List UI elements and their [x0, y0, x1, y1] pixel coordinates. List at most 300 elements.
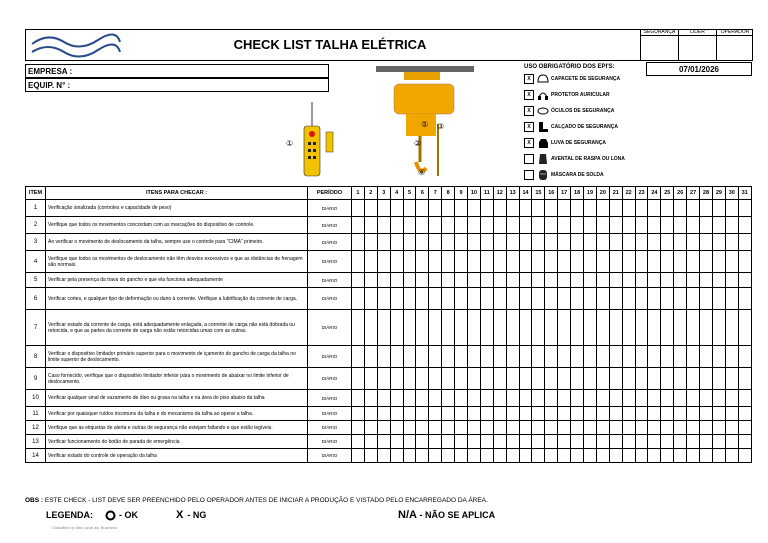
- day-check-cell[interactable]: [622, 288, 635, 310]
- day-check-cell[interactable]: [596, 421, 609, 435]
- day-check-cell[interactable]: [480, 421, 493, 435]
- day-check-cell[interactable]: [584, 368, 597, 390]
- day-check-cell[interactable]: [700, 200, 713, 217]
- day-check-cell[interactable]: [712, 234, 725, 251]
- day-check-cell[interactable]: [480, 251, 493, 273]
- day-check-cell[interactable]: [468, 200, 481, 217]
- day-check-cell[interactable]: [519, 390, 532, 407]
- day-check-cell[interactable]: [364, 421, 377, 435]
- day-check-cell[interactable]: [661, 251, 674, 273]
- day-check-cell[interactable]: [480, 435, 493, 449]
- day-check-cell[interactable]: [700, 346, 713, 368]
- day-check-cell[interactable]: [532, 435, 545, 449]
- day-check-cell[interactable]: [609, 449, 622, 463]
- day-check-cell[interactable]: [416, 217, 429, 234]
- day-check-cell[interactable]: [532, 234, 545, 251]
- day-check-cell[interactable]: [468, 346, 481, 368]
- day-check-cell[interactable]: [661, 449, 674, 463]
- day-check-cell[interactable]: [545, 421, 558, 435]
- day-check-cell[interactable]: [493, 390, 506, 407]
- day-check-cell[interactable]: [558, 288, 571, 310]
- day-check-cell[interactable]: [609, 234, 622, 251]
- day-check-cell[interactable]: [429, 234, 442, 251]
- day-check-cell[interactable]: [635, 346, 648, 368]
- day-check-cell[interactable]: [584, 310, 597, 346]
- day-check-cell[interactable]: [390, 310, 403, 346]
- day-check-cell[interactable]: [725, 200, 738, 217]
- day-check-cell[interactable]: [712, 435, 725, 449]
- day-check-cell[interactable]: [622, 251, 635, 273]
- day-check-cell[interactable]: [352, 200, 365, 217]
- day-check-cell[interactable]: [455, 449, 468, 463]
- day-check-cell[interactable]: [725, 310, 738, 346]
- day-check-cell[interactable]: [390, 390, 403, 407]
- day-check-cell[interactable]: [403, 310, 416, 346]
- day-check-cell[interactable]: [493, 435, 506, 449]
- day-check-cell[interactable]: [725, 435, 738, 449]
- day-check-cell[interactable]: [545, 251, 558, 273]
- day-check-cell[interactable]: [622, 449, 635, 463]
- day-check-cell[interactable]: [622, 200, 635, 217]
- day-check-cell[interactable]: [403, 273, 416, 288]
- day-check-cell[interactable]: [480, 407, 493, 421]
- day-check-cell[interactable]: [532, 217, 545, 234]
- day-check-cell[interactable]: [468, 273, 481, 288]
- day-check-cell[interactable]: [416, 421, 429, 435]
- day-check-cell[interactable]: [635, 251, 648, 273]
- day-check-cell[interactable]: [519, 217, 532, 234]
- day-check-cell[interactable]: [571, 407, 584, 421]
- day-check-cell[interactable]: [480, 310, 493, 346]
- day-check-cell[interactable]: [648, 390, 661, 407]
- day-check-cell[interactable]: [468, 234, 481, 251]
- day-check-cell[interactable]: [712, 273, 725, 288]
- day-check-cell[interactable]: [390, 217, 403, 234]
- day-check-cell[interactable]: [700, 217, 713, 234]
- day-check-cell[interactable]: [674, 288, 687, 310]
- day-check-cell[interactable]: [661, 346, 674, 368]
- day-check-cell[interactable]: [558, 234, 571, 251]
- day-check-cell[interactable]: [609, 390, 622, 407]
- day-check-cell[interactable]: [712, 251, 725, 273]
- day-check-cell[interactable]: [519, 234, 532, 251]
- epi-checkbox[interactable]: X: [524, 122, 534, 132]
- day-check-cell[interactable]: [648, 234, 661, 251]
- day-check-cell[interactable]: [596, 449, 609, 463]
- day-check-cell[interactable]: [493, 346, 506, 368]
- day-check-cell[interactable]: [364, 273, 377, 288]
- day-check-cell[interactable]: [687, 407, 700, 421]
- day-check-cell[interactable]: [661, 407, 674, 421]
- day-check-cell[interactable]: [364, 217, 377, 234]
- day-check-cell[interactable]: [364, 407, 377, 421]
- day-check-cell[interactable]: [429, 200, 442, 217]
- day-check-cell[interactable]: [455, 390, 468, 407]
- day-check-cell[interactable]: [455, 310, 468, 346]
- day-check-cell[interactable]: [622, 234, 635, 251]
- day-check-cell[interactable]: [545, 200, 558, 217]
- day-check-cell[interactable]: [558, 346, 571, 368]
- day-check-cell[interactable]: [584, 435, 597, 449]
- day-check-cell[interactable]: [442, 368, 455, 390]
- day-check-cell[interactable]: [648, 288, 661, 310]
- day-check-cell[interactable]: [687, 273, 700, 288]
- day-check-cell[interactable]: [725, 390, 738, 407]
- day-check-cell[interactable]: [429, 407, 442, 421]
- day-check-cell[interactable]: [648, 273, 661, 288]
- day-check-cell[interactable]: [493, 421, 506, 435]
- day-check-cell[interactable]: [390, 368, 403, 390]
- day-check-cell[interactable]: [442, 273, 455, 288]
- day-check-cell[interactable]: [493, 200, 506, 217]
- day-check-cell[interactable]: [403, 368, 416, 390]
- day-check-cell[interactable]: [390, 407, 403, 421]
- day-check-cell[interactable]: [532, 251, 545, 273]
- day-check-cell[interactable]: [596, 251, 609, 273]
- epi-checkbox[interactable]: [524, 170, 534, 180]
- day-check-cell[interactable]: [506, 217, 519, 234]
- day-check-cell[interactable]: [622, 390, 635, 407]
- day-check-cell[interactable]: [661, 217, 674, 234]
- day-check-cell[interactable]: [571, 273, 584, 288]
- day-check-cell[interactable]: [403, 200, 416, 217]
- day-check-cell[interactable]: [455, 200, 468, 217]
- day-check-cell[interactable]: [352, 421, 365, 435]
- day-check-cell[interactable]: [442, 251, 455, 273]
- day-check-cell[interactable]: [609, 421, 622, 435]
- day-check-cell[interactable]: [468, 421, 481, 435]
- day-check-cell[interactable]: [532, 421, 545, 435]
- day-check-cell[interactable]: [687, 310, 700, 346]
- day-check-cell[interactable]: [648, 407, 661, 421]
- day-check-cell[interactable]: [442, 200, 455, 217]
- day-check-cell[interactable]: [455, 251, 468, 273]
- day-check-cell[interactable]: [635, 310, 648, 346]
- day-check-cell[interactable]: [687, 346, 700, 368]
- day-check-cell[interactable]: [648, 421, 661, 435]
- day-check-cell[interactable]: [558, 435, 571, 449]
- day-check-cell[interactable]: [506, 435, 519, 449]
- day-check-cell[interactable]: [364, 368, 377, 390]
- day-check-cell[interactable]: [455, 288, 468, 310]
- day-check-cell[interactable]: [674, 390, 687, 407]
- day-check-cell[interactable]: [700, 368, 713, 390]
- day-check-cell[interactable]: [377, 449, 390, 463]
- signature-operador[interactable]: OPERADOR: [716, 29, 753, 61]
- day-check-cell[interactable]: [480, 288, 493, 310]
- day-check-cell[interactable]: [442, 435, 455, 449]
- day-check-cell[interactable]: [506, 200, 519, 217]
- day-check-cell[interactable]: [584, 217, 597, 234]
- day-check-cell[interactable]: [506, 368, 519, 390]
- day-check-cell[interactable]: [725, 234, 738, 251]
- day-check-cell[interactable]: [661, 273, 674, 288]
- day-check-cell[interactable]: [558, 421, 571, 435]
- day-check-cell[interactable]: [480, 234, 493, 251]
- day-check-cell[interactable]: [455, 407, 468, 421]
- day-check-cell[interactable]: [352, 390, 365, 407]
- day-check-cell[interactable]: [442, 449, 455, 463]
- day-check-cell[interactable]: [687, 251, 700, 273]
- day-check-cell[interactable]: [700, 421, 713, 435]
- day-check-cell[interactable]: [648, 435, 661, 449]
- day-check-cell[interactable]: [571, 368, 584, 390]
- day-check-cell[interactable]: [390, 421, 403, 435]
- day-check-cell[interactable]: [622, 368, 635, 390]
- day-check-cell[interactable]: [596, 435, 609, 449]
- day-check-cell[interactable]: [674, 368, 687, 390]
- day-check-cell[interactable]: [571, 310, 584, 346]
- day-check-cell[interactable]: [493, 368, 506, 390]
- epi-checkbox[interactable]: [524, 154, 534, 164]
- day-check-cell[interactable]: [429, 273, 442, 288]
- epi-checkbox[interactable]: X: [524, 106, 534, 116]
- day-check-cell[interactable]: [648, 368, 661, 390]
- day-check-cell[interactable]: [352, 346, 365, 368]
- day-check-cell[interactable]: [687, 390, 700, 407]
- day-check-cell[interactable]: [403, 251, 416, 273]
- day-check-cell[interactable]: [377, 234, 390, 251]
- day-check-cell[interactable]: [712, 407, 725, 421]
- day-check-cell[interactable]: [519, 435, 532, 449]
- day-check-cell[interactable]: [416, 200, 429, 217]
- day-check-cell[interactable]: [352, 251, 365, 273]
- day-check-cell[interactable]: [377, 346, 390, 368]
- day-check-cell[interactable]: [442, 288, 455, 310]
- day-check-cell[interactable]: [738, 407, 751, 421]
- day-check-cell[interactable]: [648, 200, 661, 217]
- day-check-cell[interactable]: [352, 449, 365, 463]
- day-check-cell[interactable]: [635, 200, 648, 217]
- day-check-cell[interactable]: [635, 449, 648, 463]
- day-check-cell[interactable]: [545, 346, 558, 368]
- day-check-cell[interactable]: [738, 200, 751, 217]
- day-check-cell[interactable]: [455, 273, 468, 288]
- day-check-cell[interactable]: [442, 346, 455, 368]
- day-check-cell[interactable]: [545, 234, 558, 251]
- day-check-cell[interactable]: [429, 251, 442, 273]
- day-check-cell[interactable]: [545, 273, 558, 288]
- day-check-cell[interactable]: [377, 407, 390, 421]
- day-check-cell[interactable]: [661, 288, 674, 310]
- day-check-cell[interactable]: [455, 346, 468, 368]
- day-check-cell[interactable]: [622, 421, 635, 435]
- day-check-cell[interactable]: [403, 390, 416, 407]
- day-check-cell[interactable]: [506, 346, 519, 368]
- day-check-cell[interactable]: [493, 407, 506, 421]
- day-check-cell[interactable]: [468, 288, 481, 310]
- day-check-cell[interactable]: [455, 234, 468, 251]
- day-check-cell[interactable]: [687, 368, 700, 390]
- day-check-cell[interactable]: [429, 368, 442, 390]
- day-check-cell[interactable]: [674, 251, 687, 273]
- day-check-cell[interactable]: [661, 435, 674, 449]
- day-check-cell[interactable]: [571, 435, 584, 449]
- day-check-cell[interactable]: [468, 251, 481, 273]
- day-check-cell[interactable]: [738, 273, 751, 288]
- day-check-cell[interactable]: [674, 217, 687, 234]
- day-check-cell[interactable]: [635, 234, 648, 251]
- day-check-cell[interactable]: [493, 234, 506, 251]
- day-check-cell[interactable]: [442, 310, 455, 346]
- day-check-cell[interactable]: [700, 251, 713, 273]
- day-check-cell[interactable]: [674, 310, 687, 346]
- day-check-cell[interactable]: [480, 217, 493, 234]
- day-check-cell[interactable]: [403, 288, 416, 310]
- day-check-cell[interactable]: [364, 234, 377, 251]
- day-check-cell[interactable]: [674, 421, 687, 435]
- day-check-cell[interactable]: [725, 273, 738, 288]
- day-check-cell[interactable]: [352, 407, 365, 421]
- day-check-cell[interactable]: [429, 288, 442, 310]
- day-check-cell[interactable]: [674, 449, 687, 463]
- day-check-cell[interactable]: [596, 288, 609, 310]
- day-check-cell[interactable]: [442, 234, 455, 251]
- day-check-cell[interactable]: [416, 234, 429, 251]
- day-check-cell[interactable]: [661, 390, 674, 407]
- day-check-cell[interactable]: [571, 251, 584, 273]
- day-check-cell[interactable]: [506, 288, 519, 310]
- day-check-cell[interactable]: [352, 217, 365, 234]
- day-check-cell[interactable]: [532, 368, 545, 390]
- day-check-cell[interactable]: [674, 435, 687, 449]
- day-check-cell[interactable]: [725, 407, 738, 421]
- day-check-cell[interactable]: [687, 449, 700, 463]
- day-check-cell[interactable]: [712, 346, 725, 368]
- day-check-cell[interactable]: [648, 346, 661, 368]
- day-check-cell[interactable]: [532, 407, 545, 421]
- day-check-cell[interactable]: [442, 407, 455, 421]
- day-check-cell[interactable]: [635, 288, 648, 310]
- day-check-cell[interactable]: [429, 217, 442, 234]
- day-check-cell[interactable]: [674, 234, 687, 251]
- day-check-cell[interactable]: [377, 251, 390, 273]
- day-check-cell[interactable]: [403, 421, 416, 435]
- day-check-cell[interactable]: [506, 449, 519, 463]
- day-check-cell[interactable]: [738, 217, 751, 234]
- day-check-cell[interactable]: [712, 310, 725, 346]
- day-check-cell[interactable]: [687, 435, 700, 449]
- day-check-cell[interactable]: [712, 288, 725, 310]
- date-field[interactable]: 07/01/2026: [646, 62, 752, 76]
- day-check-cell[interactable]: [558, 273, 571, 288]
- day-check-cell[interactable]: [622, 217, 635, 234]
- day-check-cell[interactable]: [635, 368, 648, 390]
- day-check-cell[interactable]: [390, 449, 403, 463]
- day-check-cell[interactable]: [584, 200, 597, 217]
- day-check-cell[interactable]: [442, 421, 455, 435]
- day-check-cell[interactable]: [609, 407, 622, 421]
- day-check-cell[interactable]: [700, 310, 713, 346]
- day-check-cell[interactable]: [648, 310, 661, 346]
- day-check-cell[interactable]: [558, 368, 571, 390]
- day-check-cell[interactable]: [416, 368, 429, 390]
- day-check-cell[interactable]: [442, 390, 455, 407]
- day-check-cell[interactable]: [364, 346, 377, 368]
- day-check-cell[interactable]: [558, 251, 571, 273]
- day-check-cell[interactable]: [661, 368, 674, 390]
- day-check-cell[interactable]: [493, 449, 506, 463]
- day-check-cell[interactable]: [609, 217, 622, 234]
- empresa-field[interactable]: EMPRESA :: [25, 64, 329, 78]
- day-check-cell[interactable]: [429, 449, 442, 463]
- day-check-cell[interactable]: [738, 449, 751, 463]
- day-check-cell[interactable]: [609, 200, 622, 217]
- day-check-cell[interactable]: [416, 288, 429, 310]
- day-check-cell[interactable]: [609, 251, 622, 273]
- day-check-cell[interactable]: [364, 288, 377, 310]
- day-check-cell[interactable]: [364, 449, 377, 463]
- day-check-cell[interactable]: [532, 288, 545, 310]
- day-check-cell[interactable]: [687, 234, 700, 251]
- day-check-cell[interactable]: [390, 435, 403, 449]
- day-check-cell[interactable]: [584, 251, 597, 273]
- day-check-cell[interactable]: [429, 346, 442, 368]
- day-check-cell[interactable]: [519, 251, 532, 273]
- day-check-cell[interactable]: [519, 449, 532, 463]
- day-check-cell[interactable]: [558, 449, 571, 463]
- day-check-cell[interactable]: [519, 273, 532, 288]
- day-check-cell[interactable]: [468, 435, 481, 449]
- signature-seguranca[interactable]: SEGURANÇA: [640, 29, 678, 61]
- day-check-cell[interactable]: [403, 435, 416, 449]
- day-check-cell[interactable]: [712, 390, 725, 407]
- day-check-cell[interactable]: [416, 407, 429, 421]
- day-check-cell[interactable]: [738, 421, 751, 435]
- day-check-cell[interactable]: [596, 273, 609, 288]
- day-check-cell[interactable]: [635, 273, 648, 288]
- day-check-cell[interactable]: [738, 435, 751, 449]
- day-check-cell[interactable]: [571, 288, 584, 310]
- day-check-cell[interactable]: [571, 421, 584, 435]
- day-check-cell[interactable]: [416, 273, 429, 288]
- day-check-cell[interactable]: [545, 407, 558, 421]
- day-check-cell[interactable]: [596, 234, 609, 251]
- day-check-cell[interactable]: [545, 288, 558, 310]
- day-check-cell[interactable]: [738, 390, 751, 407]
- day-check-cell[interactable]: [635, 217, 648, 234]
- day-check-cell[interactable]: [571, 346, 584, 368]
- day-check-cell[interactable]: [506, 234, 519, 251]
- day-check-cell[interactable]: [596, 200, 609, 217]
- day-check-cell[interactable]: [480, 368, 493, 390]
- day-check-cell[interactable]: [468, 390, 481, 407]
- day-check-cell[interactable]: [455, 217, 468, 234]
- day-check-cell[interactable]: [377, 421, 390, 435]
- day-check-cell[interactable]: [506, 310, 519, 346]
- day-check-cell[interactable]: [377, 368, 390, 390]
- day-check-cell[interactable]: [532, 273, 545, 288]
- day-check-cell[interactable]: [712, 421, 725, 435]
- day-check-cell[interactable]: [700, 449, 713, 463]
- day-check-cell[interactable]: [584, 346, 597, 368]
- day-check-cell[interactable]: [519, 368, 532, 390]
- day-check-cell[interactable]: [364, 251, 377, 273]
- day-check-cell[interactable]: [352, 288, 365, 310]
- day-check-cell[interactable]: [596, 390, 609, 407]
- day-check-cell[interactable]: [674, 200, 687, 217]
- day-check-cell[interactable]: [532, 200, 545, 217]
- day-check-cell[interactable]: [725, 449, 738, 463]
- day-check-cell[interactable]: [493, 217, 506, 234]
- day-check-cell[interactable]: [519, 288, 532, 310]
- day-check-cell[interactable]: [674, 346, 687, 368]
- day-check-cell[interactable]: [558, 200, 571, 217]
- day-check-cell[interactable]: [622, 346, 635, 368]
- day-check-cell[interactable]: [480, 200, 493, 217]
- day-check-cell[interactable]: [364, 435, 377, 449]
- day-check-cell[interactable]: [609, 310, 622, 346]
